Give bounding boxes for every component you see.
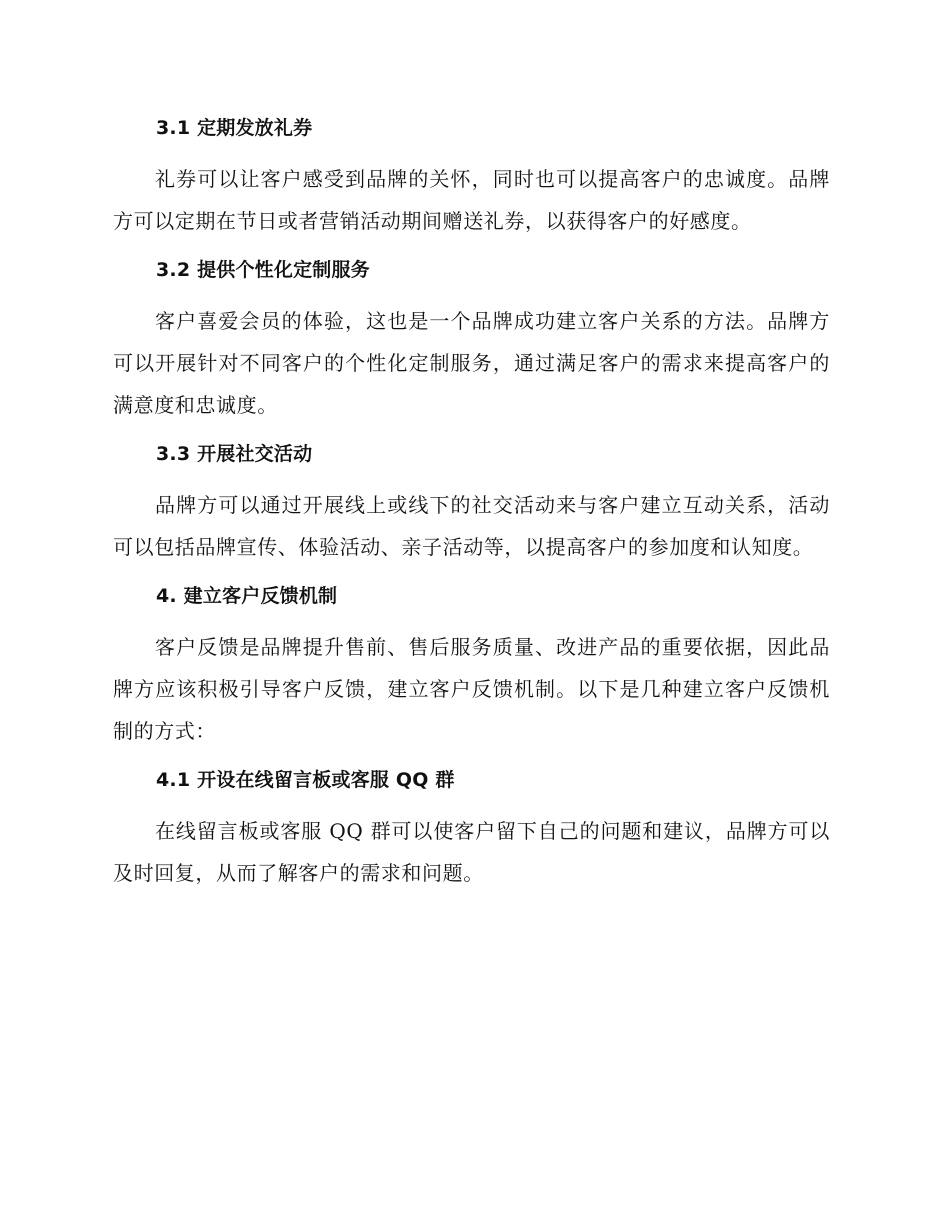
section-heading: 4. 建立客户反馈机制 [156,585,338,607]
document-body [113,108,830,902]
section-heading: 4.1 开设在线留言板或客服 QQ 群 [156,769,455,791]
section-heading: 3.2 提供个性化定制服务 [156,259,370,281]
section-paragraph: 在线留言板或客服 QQ 群可以使客户留下自己的问题和建议，品牌方可以及时回复，从而了解客户的需求和问题。 [113,819,830,885]
section-paragraph: 客户反馈是品牌提升售前、售后服务质量、改进产品的重要依据，因此品牌方应该积极引导客户反馈，建立客户反馈机制。以下是几种建立客户反馈机制的方式： [113,635,830,743]
section-paragraph: 礼券可以让客户感受到品牌的关怀，同时也可以提高客户的忠诚度。品牌方可以定期在节日或者营销活动期间赠送礼券，以获得客户的好感度。 [113,167,830,233]
section-heading: 3.1 定期发放礼券 [156,117,313,139]
section-paragraph: 品牌方可以通过开展线上或线下的社交活动来与客户建立互动关系，活动可以包括品牌宣传、体验活动、亲子活动等，以提高客户的参加度和认知度。 [113,493,830,559]
section-paragraph: 客户喜爱会员的体验，这也是一个品牌成功建立客户关系的方法。品牌方可以开展针对不同客户的个性化定制服务，通过满足客户的需求来提高客户的满意度和忠诚度。 [113,309,830,417]
section-heading: 3.3 开展社交活动 [156,443,313,465]
